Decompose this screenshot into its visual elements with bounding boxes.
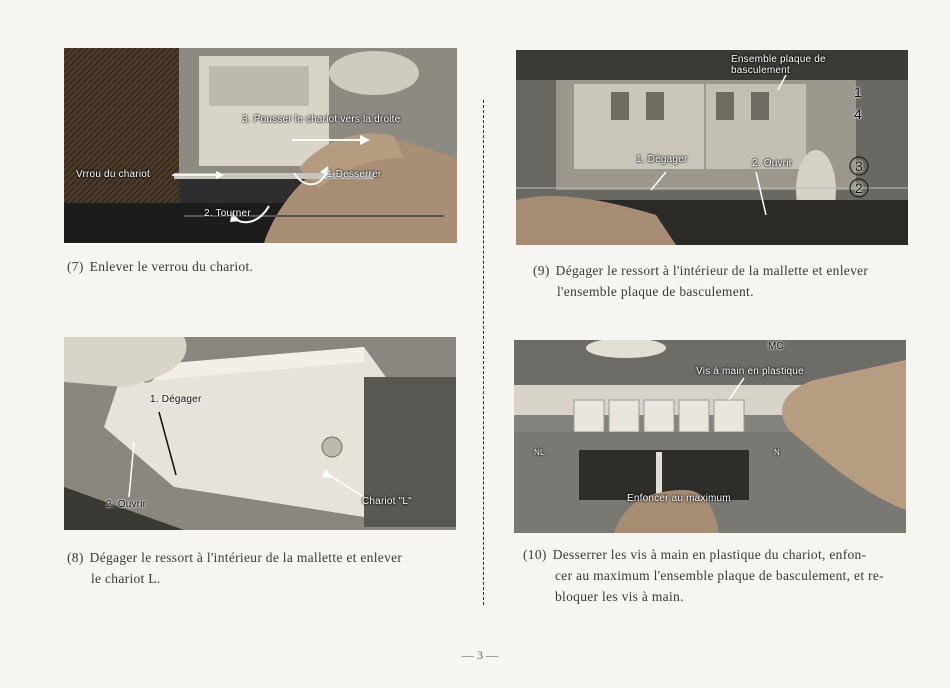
caption-10-line-1: Desserrer les vis à main en plastique du chariot, enfon- [552, 547, 867, 562]
caption-8-line-2: le chariot L. [91, 571, 161, 586]
label-loosen: 1.Desserrer [327, 169, 382, 180]
label-hand-screws: Vis à main en plastique [696, 366, 804, 377]
column-divider [483, 100, 484, 605]
label-open: 2. Ouvrir [106, 499, 147, 510]
label-l-carriage: Chariot "L" [362, 496, 412, 507]
label-mc: MC [768, 341, 784, 352]
caption-8 [67, 547, 447, 589]
label-push-max: Enfoncer au maximum [627, 493, 731, 504]
photo-9-illustration [516, 50, 908, 245]
caption-7-text: Enlever le verrou du chariot. [89, 259, 254, 274]
photo-8-l-carriage [64, 337, 456, 530]
label-tilt-plate-assembly: Ensemble plaque de basculement [731, 54, 826, 76]
label-number-3: 3 [855, 158, 863, 174]
caption-10 [523, 544, 908, 607]
caption-7-number: (7) [67, 259, 84, 274]
label-n-right: N [774, 448, 780, 457]
label-open: 2. Ouvrir [752, 158, 793, 169]
photo-9-tilt-plate [516, 50, 908, 245]
label-number-2: 2 [855, 180, 863, 196]
caption-10-number: (10) [523, 547, 547, 562]
label-release: 1. Dégager [636, 154, 688, 165]
caption-9-number: (9) [533, 263, 550, 278]
label-number-4: 4 [854, 106, 862, 122]
label-number-1: 1 [854, 84, 862, 100]
label-carriage-lock: Vrrou du chariot [76, 169, 150, 180]
page-number: — 3 — [462, 648, 498, 662]
photo-10-hand-screws [514, 340, 906, 533]
caption-8-line-1: Dégager le ressort à l'intérieur de la mallette et enlever [89, 550, 403, 565]
caption-9-line-1: Dégager le ressort à l'intérieur de la mallette et enlever [555, 263, 869, 278]
photo-7-illustration [64, 48, 457, 243]
caption-10-line-2: cer au maximum l'ensemble plaque de basculement, et re- [555, 568, 884, 583]
label-push-carriage: 3. Pousser le chariot vers la droite [242, 114, 401, 125]
caption-7 [67, 256, 253, 277]
label-release: 1. Dégager [150, 394, 202, 405]
label-turn: 2. Tourner [204, 208, 251, 219]
caption-9-line-2: l'ensemble plaque de basculement. [557, 284, 754, 299]
caption-8-number: (8) [67, 550, 84, 565]
caption-9 [533, 260, 908, 302]
photo-7-carriage-lock [64, 48, 457, 243]
caption-10-line-3: bloquer les vis à main. [555, 589, 684, 604]
label-n-left: NL [534, 448, 545, 457]
